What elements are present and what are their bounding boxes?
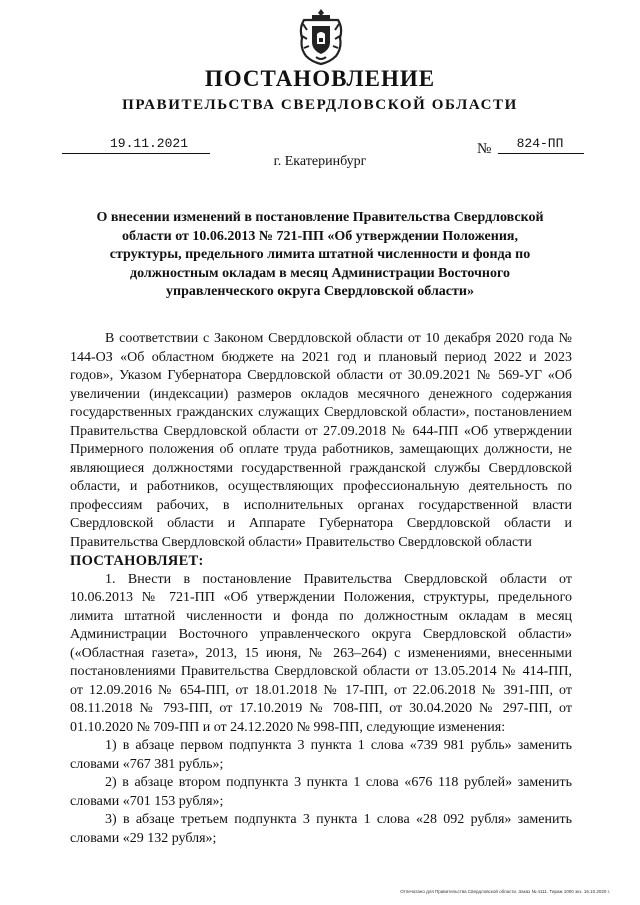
subitem-2-paragraph: 2) в абзаце втором подпункта 3 пункта 1 слова «676 118 рублей» заменить словами «701 153 рубля»;: [70, 775, 572, 809]
city: г. Екатеринбург: [273, 154, 367, 169]
issuer-heading: ПРАВИТЕЛЬСТВА СВЕРДЛОВСКОЙ ОБЛАСТИ: [122, 97, 518, 113]
subitem-1-paragraph: 1) в абзаце первом подпункта 3 пункта 1 слова «739 981 рубль» заменить словами «767 381 рубль»;: [70, 738, 572, 772]
document-number: 824-ПП: [516, 136, 564, 151]
document-date: 19.11.2021: [109, 136, 188, 151]
document-type-heading: ПОСТАНОВЛЕНИЕ: [204, 66, 436, 91]
document-title: О внесении изменений в постановление Правительства Свердловской области от 10.06.2013 № 721-ПП «Об утверждении Положения, структуры, предельного лимита штатной численности и фонда по должностным окладам в месяц Администрации Восточного управленческого округа Свердловской области»: [96, 210, 544, 299]
number-sign: №: [477, 141, 492, 157]
print-footer: Отпечатано для Правительства Свердловской области. Заказ № 4111. Тираж 1000 экз. 16.10.2020 г.: [400, 889, 610, 894]
document-body: [70, 330, 572, 848]
coat-of-arms-emblem: [298, 8, 344, 66]
resolve-heading: ПОСТАНОВЛЯЕТ:: [70, 553, 204, 569]
subitem-3-paragraph: 3) в абзаце третьем подпункта 3 пункта 1 слова «28 092 рубля» заменить словами «29 132 рубля»;: [70, 812, 572, 846]
preamble-paragraph: В соответствии с Законом Свердловской области от 10 декабря 2020 года № 144-ОЗ «Об областном бюджете на 2021 год и плановый период 2022 и 2023 годов», Указом Губернатора Свердловской области от 30.09.2021 № 569-УГ «Об увеличении (индексации) размеров окладов месячного денежного содержания государственных гражданских служащих Свердловской области», постановлением Правительства Свердловской области от 27.09.2018 № 644-ПП «Об утверждении Примерного положения об оплате труда работников, замещающих должности, не являющиеся должностями государственной гражданской службы Свердловской области, и работников, осуществляющих профессиональную деятельность по профессиям рабочих, в исполнительных органах государственной власти Свердловской области и Аппарате Губернатора Свердловской области и Правительства Свердловской области» Правительство Свердловской области: [70, 331, 572, 550]
item-1-paragraph: 1. Внести в постановление Правительства Свердловской области от 10.06.2013 № 721-ПП «Об утверждении Положения, структуры, предельного лимита штатной численности и фонда по должностным окладам в месяц Администрации Восточного управленческого округа Свердловской области» («Областная газета», 2013, 15 июня, № 263–264) с изменениями, внесенными постановлениями Правительства Свердловской области от 13.05.2014 № 414-ПП, от 12.09.2016 № 654-ПП, от 18.01.2018 № 17-ПП, от 22.06.2018 № 391-ПП, от 08.11.2018 № 793-ПП, от 17.10.2019 № 708-ПП, от 30.04.2020 № 297-ПП, от 01.10.2020 № 709-ПП и от 24.12.2020 № 998-ПП, следующие изменения:: [70, 571, 572, 735]
